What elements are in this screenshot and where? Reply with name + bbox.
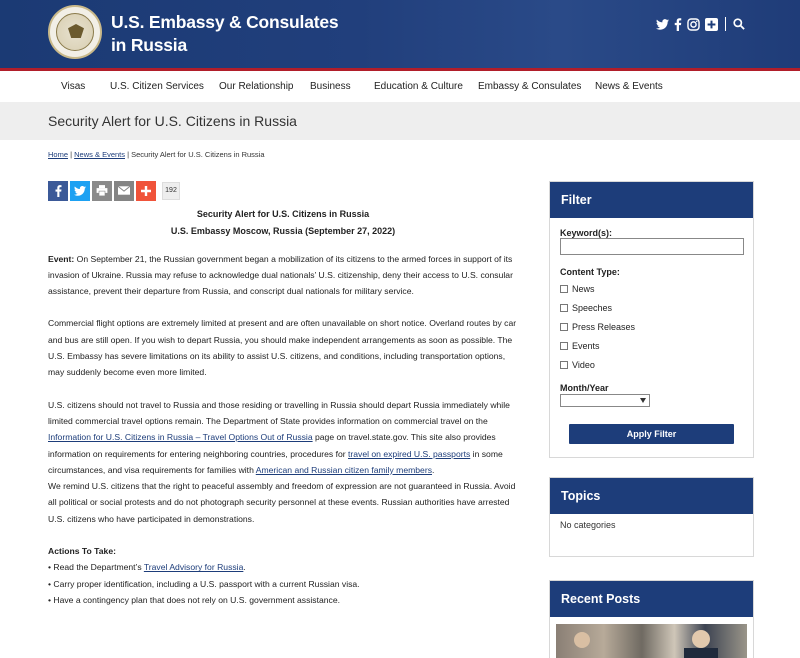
- breadcrumb-current: Security Alert for U.S. Citizens in Russia: [131, 150, 265, 159]
- paragraph-text: On September 21, the Russian government began a mobilization of its citizens to the armed forces in support of its invasion of Ukraine. Russia may refuse to acknowledge dual nationals’ U.S. citizenship, deny their access to U.S. consular assistance, prevent their departure from Russia, and conscript dual nationals for military service.: [48, 253, 513, 297]
- filter-title: Filter: [550, 182, 753, 218]
- event-label: Event:: [48, 253, 75, 264]
- topics-widget: [549, 477, 754, 557]
- actions-heading: [48, 543, 518, 559]
- content-type-press-releases[interactable]: [560, 317, 743, 336]
- action-text: .: [243, 562, 246, 573]
- article-heading: Security Alert for U.S. Citizens in Russia: [196, 209, 370, 219]
- twitter-icon: [74, 186, 86, 196]
- breadcrumb: [48, 150, 265, 159]
- thumbnail-figure: [574, 632, 590, 648]
- share-facebook-button[interactable]: [48, 181, 68, 201]
- recent-post-thumbnail[interactable]: [556, 624, 747, 658]
- keyword-input[interactable]: [560, 238, 744, 255]
- action-item: [48, 559, 518, 575]
- action-item: • Carry proper identification, including a U.S. passport with a current Russian visa.: [48, 578, 360, 589]
- breadcrumb-home[interactable]: Home: [48, 150, 69, 159]
- content-type-label-text: News: [572, 283, 595, 294]
- social-divider: [725, 17, 726, 31]
- content-type-label-text: Speeches: [572, 302, 613, 313]
- content-type-events[interactable]: [560, 336, 743, 355]
- article-paragraph: [48, 397, 518, 478]
- article-paragraph: Commercial flight options are extremely limited at present and are often unavailable on short notice. Overland routes by car and bus are still open. If you wish to depart Russia, you should make independent arrangements as soon as possible. The U.S. Embassy has severe limitations on its ability to assist U.S. citizens, and conditions, including transportation options, may suddenly become even more limited.: [48, 318, 517, 378]
- content-type-label-text: Video: [572, 359, 595, 370]
- nav-item-embassy[interactable]: Embassy & Consulates: [478, 81, 582, 92]
- printer-icon: [96, 185, 108, 196]
- article-paragraph: We remind U.S. citizens that the right to peaceful assembly and freedom of expression are not guaranteed in Russia. Avoid all political or social protests and do not photograph security personnel at these events. Russian authorities have arrested U.S. citizens who have participated in demonstrations.: [48, 481, 516, 524]
- chevron-down-icon: [640, 398, 646, 403]
- share-bar: [48, 180, 180, 201]
- nav-item-business[interactable]: Business: [310, 81, 351, 92]
- recent-posts-title: Recent Posts: [550, 581, 753, 617]
- instagram-icon[interactable]: [687, 18, 700, 31]
- topics-title: Topics: [550, 478, 753, 514]
- expired-passports-link[interactable]: travel on expired U.S. passports: [348, 448, 471, 459]
- filter-widget: [549, 181, 754, 458]
- breadcrumb-separator: |: [68, 150, 75, 159]
- nav-item-relationship[interactable]: Our Relationship: [219, 81, 294, 92]
- content-type-label-text: Press Releases: [572, 321, 636, 332]
- main-nav: [0, 71, 800, 102]
- content-type-label-text: Events: [572, 340, 600, 351]
- site-title-line1: U.S. Embassy & Consulates: [111, 12, 339, 32]
- thumbnail-figure: [692, 630, 710, 648]
- topics-empty: No categories: [560, 520, 616, 530]
- nav-item-visas[interactable]: Visas: [61, 81, 86, 92]
- action-item: • Have a contingency plan that does not rely on U.S. government assistance.: [48, 594, 341, 605]
- email-icon: [118, 186, 130, 195]
- month-year-select[interactable]: [560, 394, 650, 407]
- checkbox[interactable]: [560, 342, 568, 350]
- paragraph-text: .: [432, 464, 435, 475]
- share-count: 192: [162, 182, 180, 200]
- nav-item-news[interactable]: News & Events: [595, 81, 663, 92]
- recent-posts-widget: [549, 580, 754, 658]
- search-icon[interactable]: [733, 18, 745, 30]
- travel-options-link[interactable]: Information for U.S. Citizens in Russia – Travel Options Out of Russia: [48, 432, 313, 443]
- paragraph-text: U.S. citizens should not travel to Russia and those residing or travelling in Russia should depart Russia immediately while limited commercial travel options remain. The Department of State provides information on commercial travel on the: [48, 399, 510, 426]
- content-type-video[interactable]: [560, 355, 743, 374]
- page-title: Security Alert for U.S. Citizens in Russia: [48, 113, 297, 129]
- checkbox[interactable]: [560, 285, 568, 293]
- checkbox[interactable]: [560, 361, 568, 369]
- plus-icon: [141, 186, 151, 196]
- breadcrumb-news[interactable]: News & Events: [74, 150, 125, 159]
- facebook-icon: [55, 185, 62, 197]
- content-type-label: Content Type:: [560, 267, 620, 277]
- youtube-icon[interactable]: [705, 18, 718, 31]
- paragraph-text: page on travel.state.gov. This site also provides information on requirements for entering neighboring countries, procedures for: [48, 432, 496, 459]
- keyword-label: Keyword(s):: [560, 228, 613, 238]
- checkbox[interactable]: [560, 304, 568, 312]
- action-text: • Read the Department’s: [48, 562, 144, 573]
- share-email-button[interactable]: [114, 181, 134, 201]
- social-icons: [656, 16, 745, 32]
- article-subheading: U.S. Embassy Moscow, Russia (September 27, 2022): [170, 226, 396, 237]
- share-more-button[interactable]: [136, 181, 156, 201]
- share-twitter-button[interactable]: [70, 181, 90, 201]
- article-paragraph: [48, 251, 518, 300]
- share-print-button[interactable]: [92, 181, 112, 201]
- site-title[interactable]: [111, 11, 338, 57]
- article-body: [48, 206, 518, 608]
- nav-item-citizen-services[interactable]: U.S. Citizen Services: [110, 81, 204, 92]
- checkbox[interactable]: [560, 323, 568, 331]
- twitter-icon[interactable]: [656, 19, 669, 30]
- month-year-label: Month/Year: [560, 383, 609, 393]
- travel-advisory-link[interactable]: Travel Advisory for Russia: [143, 562, 244, 573]
- content-type-speeches[interactable]: [560, 298, 743, 317]
- eagle-icon: [68, 24, 84, 38]
- nav-item-education[interactable]: Education & Culture: [374, 81, 463, 92]
- facebook-icon[interactable]: [674, 18, 682, 31]
- paragraph-text: in some circumstances, and visa requirements for families with: [48, 448, 503, 475]
- thumbnail-figure: [684, 648, 718, 658]
- content-type-news[interactable]: [560, 279, 743, 298]
- site-title-line2: in Russia: [111, 35, 188, 55]
- embassy-seal-logo[interactable]: [48, 5, 102, 59]
- seal-inner: [56, 13, 94, 51]
- actions-label: Actions To Take:: [48, 546, 116, 557]
- family-members-link[interactable]: American and Russian citizen family members: [255, 464, 433, 475]
- breadcrumb-separator: |: [125, 150, 132, 159]
- apply-filter-button[interactable]: Apply Filter: [569, 424, 734, 444]
